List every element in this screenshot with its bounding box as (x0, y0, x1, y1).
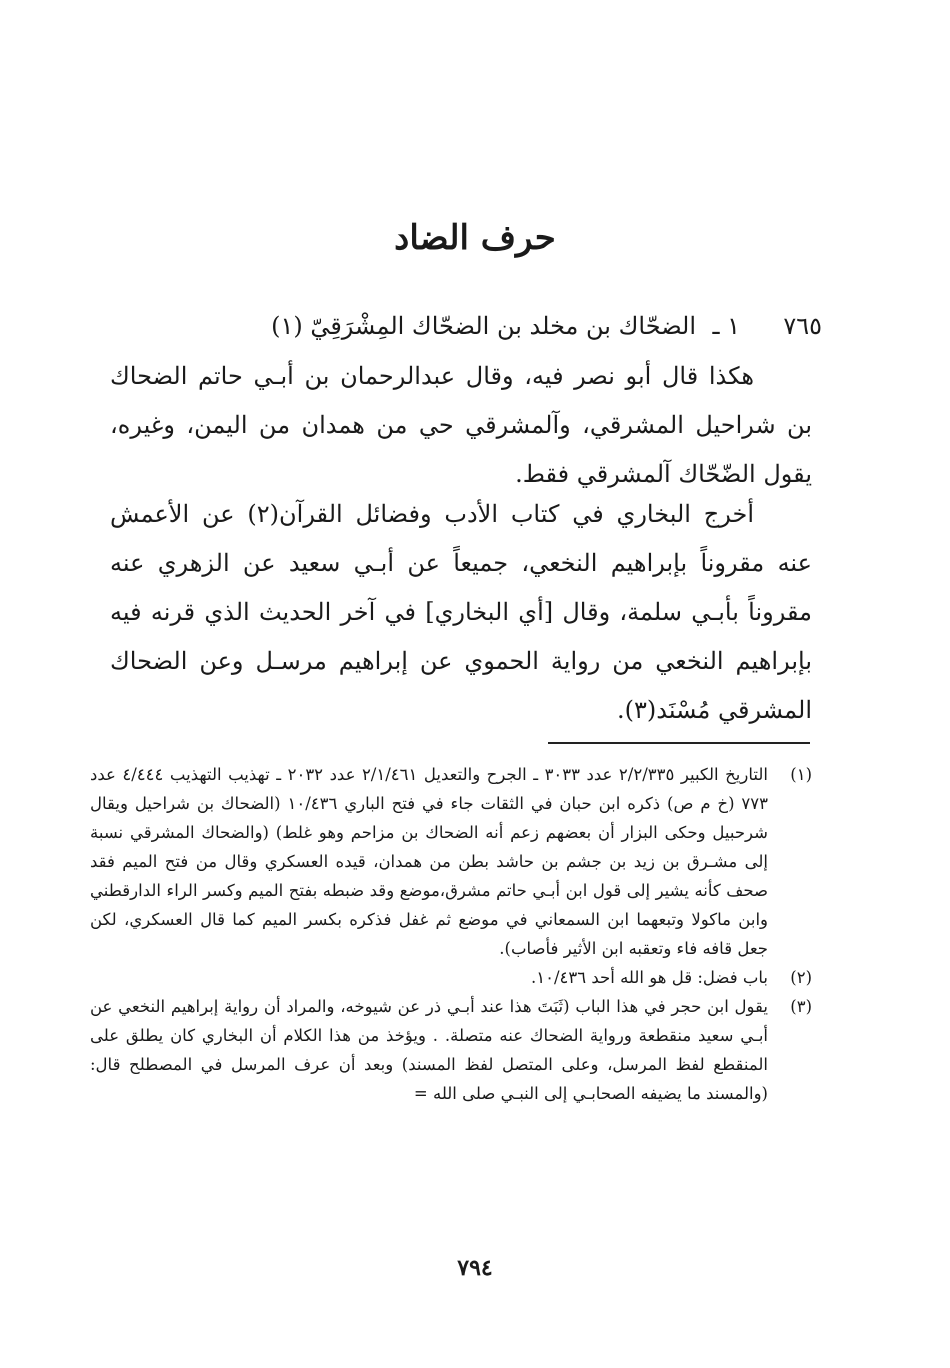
entry-number: ٧٦٥ (783, 312, 822, 340)
entry-heading (110, 306, 822, 346)
footnote-2 (90, 963, 812, 992)
footnote-text: التاريخ الكبير ٢/٢/٣٣٥ عدد ٣٠٣٣ ـ الجرح والتعديل ٢/١/٤٦١ عدد ٢٠٣٢ ـ تهذيب التهذيب ٤/٤٤٤ عدد ٧٧٣ (خ م ص) ذكره ابن حبان في الثقات جاء في فتح الباري ١٠/٤٣٦ (الضحاك بن شراحيل ويقال شرحبيل وحكى البزار أن بعضهم زعم أنه الضحاك بن مزاحم وهو غلط) (والضحاك المشرقي نسبة إلى مشـرق بن زيد بن جشم بن حاشد بطن من همدان، قيده العسكري وقال من فتح الميم فقد صحف كأنه يشير إلى قول ابن أبـي حاتم مشرق،موضع وقد ضبطه بفتح الميم وكسر الراء الدارقطني وابن ماكولا وتبعهما ابن السمعاني في موضع ثم غفل فذكره بكسر الميم كما قال العسكري، لكن جعل قافه فاء وتعقبه ابن الأثير فأصاب). (90, 765, 768, 958)
chapter-title: حرف الضاد (394, 218, 556, 258)
page-number: ٧٩٤ (457, 1255, 493, 1281)
footnote-text: يقول ابن حجر في هذا الباب (ثَبَتَ هذا عند أبـي ذر عن شيوخه، والمراد أن رواية إبراهيم النخعي عن أبـي سعيد منقطعة ورواية الضحاك عنه متصلة. . ويؤخذ من هذا الكلام أن البخاري كان يطلق على المنقطع لفظ المرسل، وعلى المتصل لفظ المسند) وبعد أن عرف المرسل في المصطلح قال: (والمسند ما يضيفه الصحابـي إلى النبـي صلى الله = (90, 997, 768, 1103)
footnote-marker: (٢) (790, 968, 812, 987)
body-paragraph-1: هكذا قال أبو نصر فيه، وقال عبدالرحمان بن أبـي حاتم الضحاك بن شراحيل المشرقي، وآلمشرقي حي من همدان من اليمن، وغيره، يقول الضّحّاك آلمشرقي فقط. (110, 362, 812, 488)
entry-sequence: ١ ـ (712, 312, 740, 340)
body-paragraph-2: أخرج البخاري في كتاب الأدب وفضائل القرآن(٢) عن الأعمش عنه مقروناً بإبراهيم النخعي، جميعاً عن أبـي سعيد عن الزهري عنه مقروناً بأبـي سلمة، وقال [أي البخاري] في آخر الحديث الذي قرنه فيه بإبراهيم النخعي من رواية الحموي عن إبراهيم مرسـل وعن الضحاك المشرقي مُسْنَد(٣). (110, 500, 812, 724)
footnote-marker: (١) (790, 765, 812, 784)
footnote-separator (548, 742, 810, 744)
footnotes (90, 760, 812, 1108)
footnote-text: باب فضل: قل هو الله أحد ١٠/٤٣٦. (531, 968, 768, 987)
footnote-3 (90, 992, 812, 1108)
footnote-marker: (٣) (790, 997, 812, 1016)
footnote-1 (90, 760, 812, 963)
entry-name: الضحّاك بن مخلد بن الضحّاك المِشْرَقِيّ (١) (271, 312, 696, 340)
